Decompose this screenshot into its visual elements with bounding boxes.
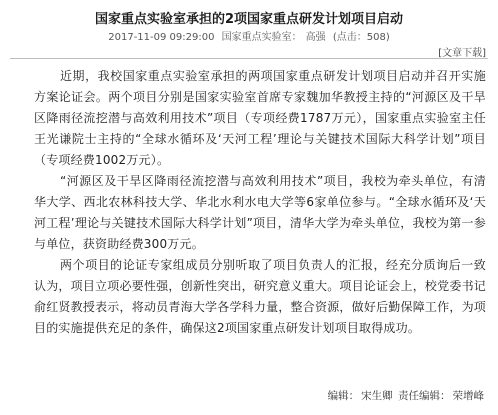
chief-editor-label: 责任编辑：	[398, 390, 451, 402]
article-paragraph: 近期，我校国家重点实验室承担的两项国家重点研发计划项目启动并召开实施方案论证会。两个项目分别是国家实验室首席专家魏加华教授主持的“河源区及干旱区降雨径流挖潜与高效利用技术”项目（专项经费1787万元），国家重点实验室主任王光谦院士主持的“全球水循环及‘天河工程’理论与关键技术国际大科学计划”项目（专项经费1002万元）。	[34, 69, 486, 167]
article-body	[34, 66, 486, 339]
click-count: (点击：508)	[332, 32, 390, 43]
article-download-link[interactable]: [文章下载]	[438, 48, 486, 59]
source-label: 国家重点实验室：	[221, 32, 302, 43]
article-footer	[326, 388, 484, 403]
header-divider	[10, 58, 488, 59]
editor-name: 宋生卿	[361, 390, 393, 402]
article-meta	[0, 28, 498, 43]
article-title: 国家重点实验室承担的2项国家重点研发计划项目启动	[94, 12, 404, 27]
article-paragraph: 两个项目的论证专家组成员分别听取了项目负责人的汇报，经充分质询后一致认为，项目立项必要性强，创新性突出，研究意义重大。项目论证会上，校党委书记俞红贤教授表示，将动员青海大学各学科力量，整合资源，做好后勤保障工作，为项目的实施提供充足的条件，确保这2项国家重点研发计划项目取得成功。	[34, 258, 486, 335]
editor-label: 编辑：	[327, 390, 360, 402]
article-paragraph: “河源区及干旱区降雨径流挖潜与高效利用技术”项目，我校为牵头单位，有清华大学、西北农林科技大学、华北水利水电大学等6家单位参与。“全球水循环及‘天河工程’理论与关键技术国际大科学计划”项目，清华大学为牵头单位，我校为第一参与单位，获资助经费300万元。	[34, 174, 486, 251]
author-name: 高强	[305, 32, 326, 43]
chief-editor-name: 荣增峰	[452, 390, 484, 402]
publish-datetime: 2017-11-09 09:29:00	[108, 32, 215, 43]
